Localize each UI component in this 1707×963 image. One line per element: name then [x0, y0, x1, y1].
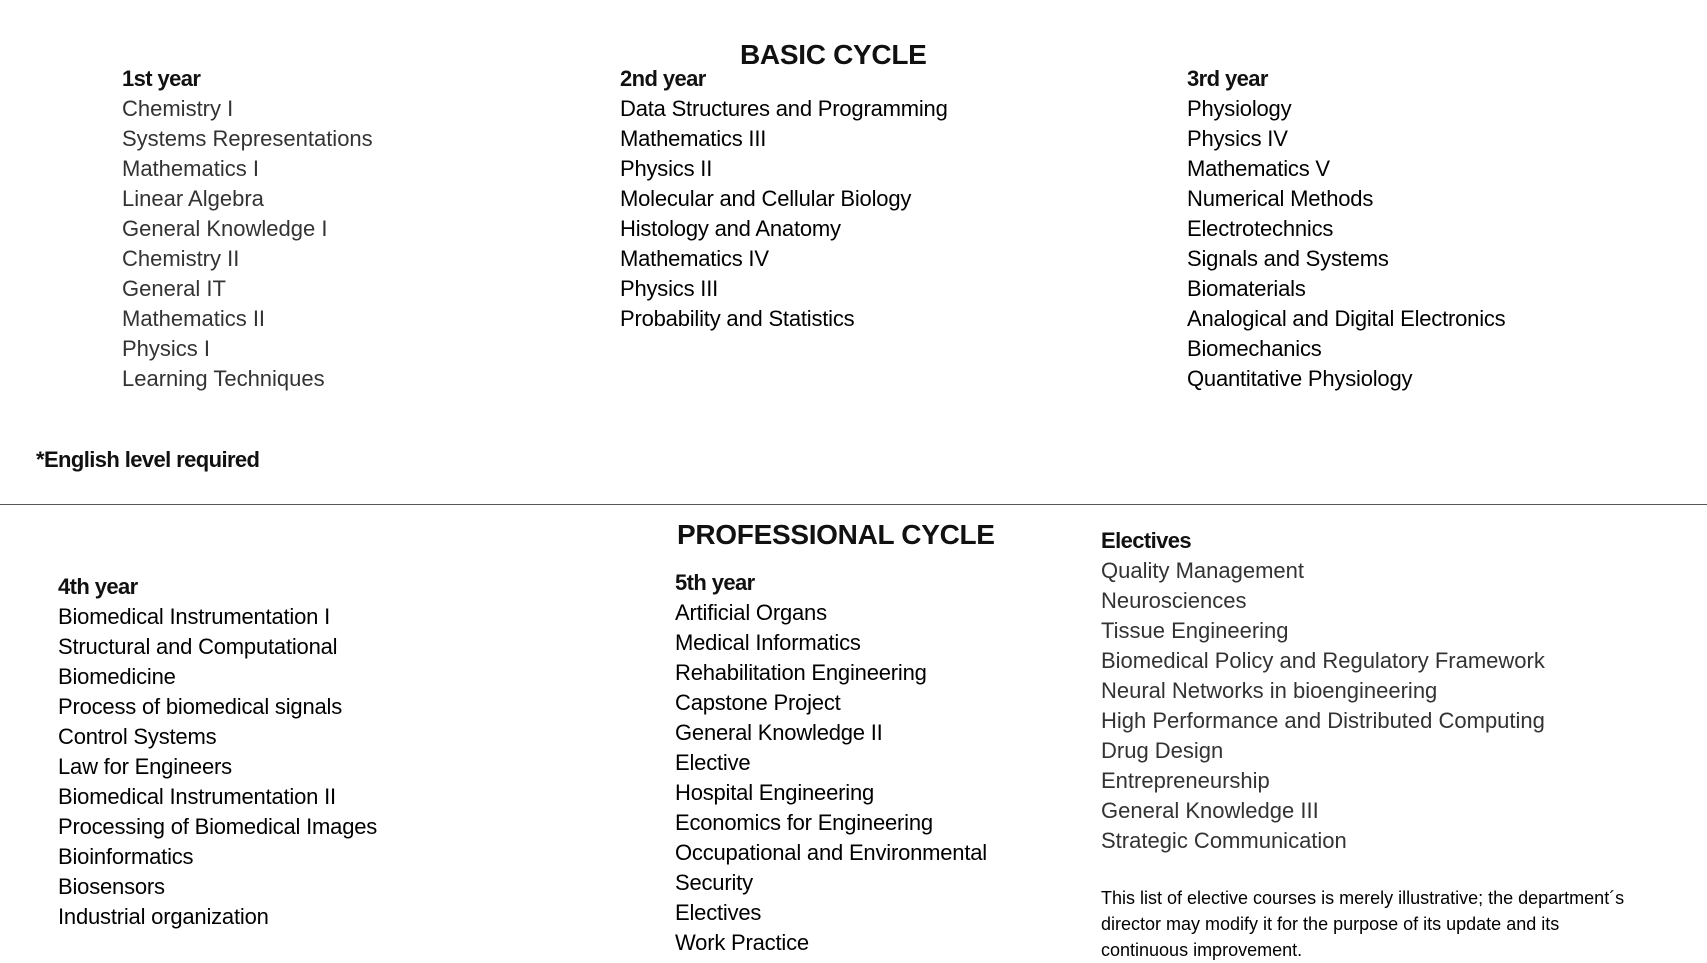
list-item: Neurosciences — [1101, 588, 1247, 613]
list-item: Biomedicine — [58, 664, 176, 689]
list-item: Systems Representations — [122, 126, 373, 151]
list-item: Biomechanics — [1187, 336, 1322, 361]
electives-course-list — [1101, 556, 1545, 856]
list-item: Process of biomedical signals — [58, 694, 343, 719]
year-2-heading: 2nd year — [620, 66, 706, 91]
list-item: Physiology — [1187, 96, 1292, 121]
list-item: Elective — [675, 750, 751, 775]
list-item: Data Structures and Programming — [620, 96, 948, 121]
list-item: Capstone Project — [675, 690, 841, 715]
list-item: Physics IV — [1187, 126, 1288, 151]
electives-heading: Electives — [1101, 528, 1192, 553]
list-item: Histology and Anatomy — [620, 216, 841, 241]
section-divider — [0, 504, 1707, 505]
year-5-heading: 5th year — [675, 570, 755, 595]
list-item: Physics I — [122, 336, 211, 361]
list-item: Mathematics IV — [620, 246, 769, 271]
list-item: Quantitative Physiology — [1187, 366, 1413, 391]
list-item: Physics III — [620, 276, 719, 301]
list-item: Chemistry I — [122, 96, 234, 121]
list-item: General IT — [122, 276, 226, 301]
list-item: General Knowledge II — [675, 720, 883, 745]
list-item: Numerical Methods — [1187, 186, 1374, 211]
list-item: Law for Engineers — [58, 754, 232, 779]
list-item: Control Systems — [58, 724, 217, 749]
list-item: Mathematics I — [122, 156, 259, 181]
year-3-column — [1187, 64, 1505, 394]
list-item: High Performance and Distributed Computing — [1101, 708, 1545, 733]
list-item: Mathematics II — [122, 306, 266, 331]
list-item: Neural Networks in bioengineering — [1101, 678, 1438, 703]
list-item: Occupational and Environmental — [675, 840, 987, 865]
list-item: Industrial organization — [58, 904, 269, 929]
list-item: Signals and Systems — [1187, 246, 1389, 271]
list-item: Medical Informatics — [675, 630, 861, 655]
list-item: General Knowledge III — [1101, 798, 1319, 823]
list-item: Electrotechnics — [1187, 216, 1334, 241]
list-item: Biomedical Instrumentation I — [58, 604, 330, 629]
list-item: Quality Management — [1101, 558, 1304, 583]
list-item: Security — [675, 870, 753, 895]
list-item: Mathematics III — [620, 126, 767, 151]
list-item: Biomaterials — [1187, 276, 1306, 301]
year-2-column — [620, 64, 948, 334]
list-item: Chemistry II — [122, 246, 240, 271]
list-item: Hospital Engineering — [675, 780, 875, 805]
year-1-heading: 1st year — [122, 66, 201, 91]
list-item: Artificial Organs — [675, 600, 827, 625]
list-item: Tissue Engineering — [1101, 618, 1289, 643]
list-item: Entrepreneurship — [1101, 768, 1270, 793]
list-item: Probability and Statistics — [620, 306, 855, 331]
basic-cycle-title: BASIC CYCLE — [740, 39, 927, 70]
list-item: General Knowledge I — [122, 216, 328, 241]
list-item: Structural and Computational — [58, 634, 338, 659]
list-item: Analogical and Digital Electronics — [1187, 306, 1506, 331]
list-item: Linear Algebra — [122, 186, 264, 211]
list-item: Biomedical Instrumentation II — [58, 784, 336, 809]
list-item: Work Practice — [675, 930, 809, 955]
year-4-course-list — [58, 602, 377, 932]
year-4-column — [58, 572, 377, 932]
year-1-course-list — [122, 94, 373, 394]
list-item: Physics II — [620, 156, 713, 181]
year-3-course-list — [1187, 94, 1505, 394]
year-1-column — [122, 64, 373, 394]
electives-column — [1101, 526, 1545, 856]
list-item: Electives — [675, 900, 762, 925]
list-item: Bioinformatics — [58, 844, 194, 869]
year-4-heading: 4th year — [58, 574, 138, 599]
list-item: Biosensors — [58, 874, 165, 899]
list-item: Mathematics V — [1187, 156, 1330, 181]
english-requirement-note: *English level required — [36, 447, 260, 472]
list-item: Rehabilitation Engineering — [675, 660, 927, 685]
list-item: Biomedical Policy and Regulatory Framework — [1101, 648, 1545, 673]
list-item: Molecular and Cellular Biology — [620, 186, 912, 211]
electives-footnote: This list of elective courses is merely illustrative; the department´s director may modify it for the purpose of its update and its continuous improvement. — [1101, 888, 1625, 960]
year-3-heading: 3rd year — [1187, 66, 1268, 91]
list-item: Drug Design — [1101, 738, 1224, 763]
list-item: Learning Techniques — [122, 366, 325, 391]
professional-cycle-title: PROFESSIONAL CYCLE — [677, 519, 995, 550]
year-2-course-list — [620, 94, 948, 334]
list-item: Strategic Communication — [1101, 828, 1347, 853]
list-item: Economics for Engineering — [675, 810, 933, 835]
list-item: Processing of Biomedical Images — [58, 814, 378, 839]
year-5-course-list — [675, 598, 987, 958]
year-5-column — [675, 568, 987, 958]
